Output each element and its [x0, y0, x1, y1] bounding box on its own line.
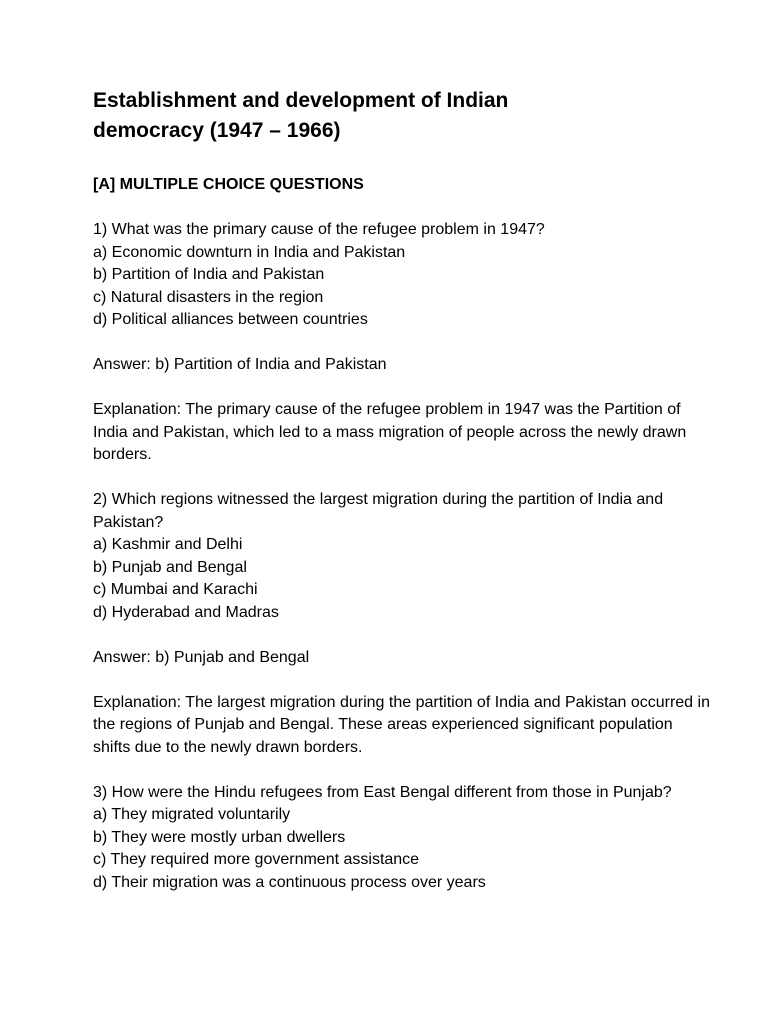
answer-text: Answer: b) Partition of India and Pakistan [93, 356, 387, 373]
document-title: Establishment and development of Indian democracy (1947 – 1966) [93, 89, 509, 142]
explanation-text: Explanation: The primary cause of the refugee problem in 1947 was the Partition of India and Pakistan, which led to a mass migration of people across the newly drawn borders. [93, 401, 687, 463]
option-b: b) They were mostly urban dwellers [93, 828, 346, 846]
question-text: 2) Which regions witnessed the largest migration during the partition of India and Pakistan? [93, 491, 664, 531]
question-block [93, 782, 713, 895]
option-d: d) Hyderabad and Madras [93, 603, 279, 621]
option-b: b) Punjab and Bengal [93, 558, 247, 576]
option-a: a) They migrated voluntarily [93, 806, 291, 823]
option-a: a) Kashmir and Delhi [93, 536, 243, 553]
question-block [93, 219, 713, 332]
option-a: a) Economic downturn in India and Pakistan [93, 243, 406, 261]
option-c: c) They required more government assistance [93, 851, 420, 868]
option-c: c) Natural disasters in the region [93, 288, 324, 306]
option-c: c) Mumbai and Karachi [93, 581, 258, 598]
option-d: d) Political alliances between countries [93, 311, 368, 328]
question-block [93, 489, 713, 624]
document-page [93, 86, 713, 894]
question-text: 3) How were the Hindu refugees from East Bengal different from those in Punjab? [93, 783, 672, 801]
question-text: 1) What was the primary cause of the refugee problem in 1947? [93, 221, 545, 238]
option-b: b) Partition of India and Pakistan [93, 266, 325, 283]
option-d: d) Their migration was a continuous process over years [93, 873, 486, 891]
explanation-text: Explanation: The largest migration during the partition of India and Pakistan occurred in the regions of Punjab and Bengal. These areas experienced significant population shifts due to the newly drawn borders. [93, 693, 710, 756]
answer-text: Answer: b) Punjab and Bengal [93, 648, 310, 666]
section-heading: [A] MULTIPLE CHOICE QUESTIONS [93, 176, 364, 193]
